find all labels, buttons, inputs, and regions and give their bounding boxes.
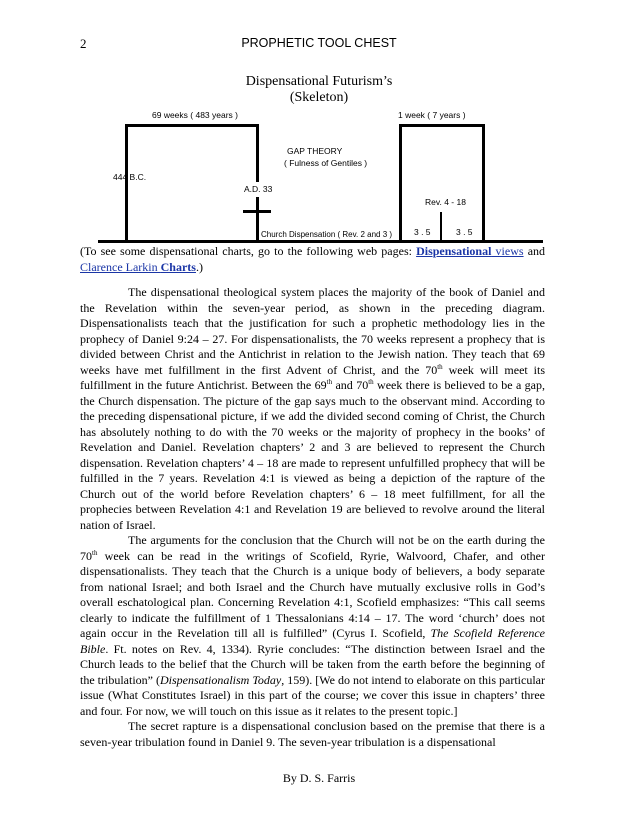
cross-horizontal bbox=[243, 210, 271, 213]
label-gap-theory: GAP THEORY bbox=[287, 146, 343, 156]
footer-author: By D. S. Farris bbox=[282, 771, 356, 785]
label-half-week-1: 3 . 5 bbox=[414, 227, 431, 237]
running-header: PROPHETIC TOOL CHEST bbox=[241, 36, 397, 50]
body-text bbox=[80, 244, 545, 750]
bracket-69-top bbox=[125, 124, 259, 127]
links-note: (To see some dispensational charts, go to the following web pages: Dispensational views and Clarence Larkin Charts.) bbox=[80, 244, 546, 274]
cross-vertical bbox=[256, 197, 259, 242]
paragraph-3: The secret rapture is a dispensational conclusion based on the premise that there is a seven-year tribulation found in Daniel 9. The seven-year tribulation is a dispensational bbox=[80, 719, 545, 749]
mid-week-line bbox=[440, 212, 442, 242]
line-444-bc bbox=[125, 124, 128, 242]
label-1-week: 1 week ( 7 years ) bbox=[398, 110, 466, 120]
clarence-larkin-charts-link[interactable]: Clarence Larkin Charts bbox=[80, 259, 196, 274]
dispensational-views-link[interactable]: Dispensational views bbox=[416, 244, 524, 258]
label-ad33: A.D. 33 bbox=[244, 184, 273, 194]
paragraph-2: The arguments for the conclusion that the Church will not be on the earth during the 70th week can be read in the writings of Scofield, Ryrie, Walvoord, Chafer, and other dispensationalists. They teach that the Church is a unique body of believers, a body separate from national Israel; and both Israel and the Church have mutually exclusive rolls in God’s overall eschatological plan. Concerning Revelation 4:1, Scofield emphasizes: “This call seems clearly to indicate the fulfillment of 1 Thessalonians 4:14 – 17. The word ‘church’ does not again occur in the Revelation till all is fulfilled” (Cyrus I. Scofield, The Scofield Reference Bible. Ft. notes on Rev. 4, 1334). Ryrie concludes: “The distinction between Israel and the Church leads to the belief that the Church will be taken from the earth before the beginning of the tribulation” (Dispensationalism Today, 159). [We do not intend to elaborate on this particular issue (What Constitutes Israel) in this part of the course; we cover this issue in chapters’ three and four. For now, we will touch on this issue as it relates to the present topic.] bbox=[80, 533, 545, 718]
paragraph-1: The dispensational theological system places the majority of the book of Daniel and the Revelation within the seven-year period, as shown in the preceding diagram. Dispensationalists teach that the justification for such a prophetic methodology lies in the prophecy of Daniel 9:24 – 27. For dispensationalists, the 70 weeks represent a prophecy that is divided between Christ and the Antichrist in relation to the Jewish nation. They teach that 69 weeks have met fulfillment in the first Advent of Christ, and the 70th week will meet its fulfillment in the future Antichrist. Between the 69th and 70th week there is believed to be a gap, the Church dispensation. The picture of the gap says much to the observant mind. According to the preceding dispensational picture, if we add the divided second coming of Christ, the Church has absolutely nothing to do with the 70 weeks or the majority of prophecy in the books’ of Revelation and Daniel. Revelation chapters’ 2 and 3 are believed to represent the Church dispensation. Revelation chapters’ 4 – 18 are made to represent unfulfilled prophecy that will be fulfilled in the 7 years. Revelation 4:1 is viewed as being a depiction of the rapture of the Church out of the world before Revelation chapters’ 6 – 18 meet fulfillment, for all the prophecies between Revelation 4:1 and Revelation 19 are believed to revolve around the literal nation of Israel. bbox=[80, 285, 546, 532]
label-fulness: ( Fulness of Gentiles ) bbox=[284, 158, 368, 168]
label-church-dispensation: Church Dispensation ( Rev. 2 and 3 ) bbox=[261, 230, 393, 239]
label-half-week-2: 3 . 5 bbox=[456, 227, 473, 237]
diagram-title: Dispensational Futurism’s (Skeleton) bbox=[245, 74, 393, 105]
line-week-end bbox=[482, 124, 485, 242]
page-number: 2 bbox=[80, 36, 87, 51]
label-69-weeks: 69 weeks ( 483 years ) bbox=[152, 110, 238, 120]
base-timeline bbox=[98, 240, 543, 243]
label-444-bc: 444 B.C. bbox=[113, 172, 147, 182]
line-ad33 bbox=[256, 124, 259, 182]
label-rev: Rev. 4 - 18 bbox=[425, 197, 466, 207]
line-week-start bbox=[399, 124, 402, 242]
bracket-1-top bbox=[399, 124, 485, 127]
